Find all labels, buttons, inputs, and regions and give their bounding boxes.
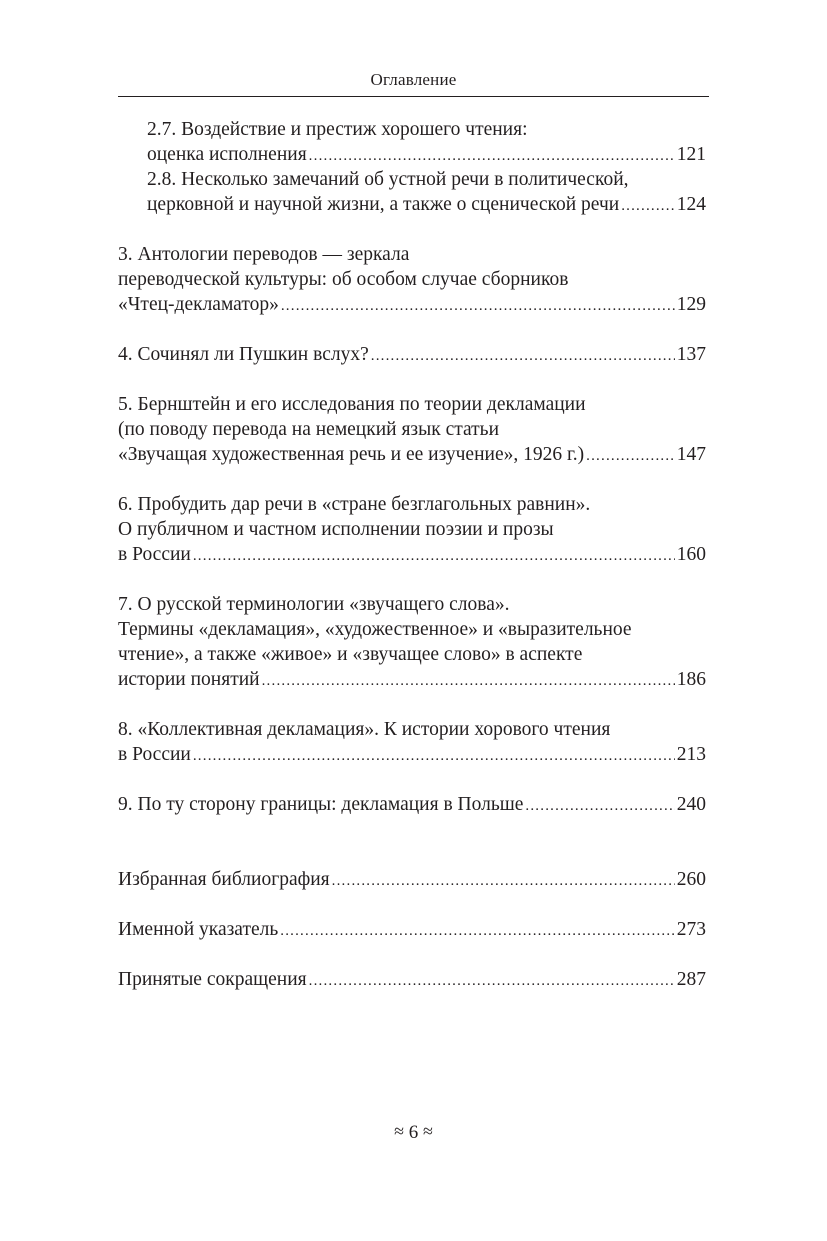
toc-entry-title: истории понятий [118, 669, 260, 690]
toc-entry-name-index[interactable] [118, 917, 706, 944]
wave-ornament-icon: ≈ [394, 1121, 404, 1141]
toc-page-number: 121 [676, 144, 706, 165]
toc-entry-8-line-1: 8. «Коллективная декламация». К истории хорового чтения [118, 719, 611, 740]
toc-entry-abbreviations[interactable] [118, 967, 706, 994]
toc-page-number: 273 [676, 919, 706, 940]
toc-entry-2-8-line-1: 2.8. Несколько замечаний об устной речи в политической, [147, 169, 629, 190]
toc-entry-6[interactable] [118, 542, 706, 569]
toc-entry-title: Избранная библиография [118, 869, 330, 890]
toc-entry-title: «Звучащая художественная речь и ее изучение», 1926 г.) [118, 444, 585, 465]
toc-page-number: 124 [676, 194, 706, 215]
toc-entry-4[interactable] [118, 342, 706, 369]
dot-leader [371, 344, 675, 369]
toc-entry-title: Принятые сокращения [118, 969, 307, 990]
toc-entry-7-line-3: чтение», а также «живое» и «звучащее слово» в аспекте [118, 644, 583, 665]
toc-page-number: 260 [676, 869, 706, 890]
toc-entry-title: «Чтец-декламатор» [118, 294, 279, 315]
dot-leader [309, 144, 675, 169]
toc-entry-title: Именной указатель [118, 919, 279, 940]
toc-entry-title: в России [118, 544, 191, 565]
toc-entry-3-line-1: 3. Антологии переводов — зеркала [118, 244, 410, 265]
toc-entry-7-line-2: Термины «декламация», «художественное» и «выразительное [118, 619, 632, 640]
header-rule [118, 96, 709, 97]
toc-entry-title: в России [118, 744, 191, 765]
dot-leader [332, 869, 675, 894]
toc-entry-title: оценка исполнения [147, 144, 307, 165]
toc-entry-2-7[interactable] [147, 142, 706, 169]
toc-entry-5[interactable] [118, 442, 706, 469]
toc-entry-bibliography[interactable] [118, 867, 706, 894]
toc-entry-title: 4. Сочинял ли Пушкин вслух? [118, 344, 369, 365]
dot-leader [262, 669, 675, 694]
toc-entry-3[interactable] [118, 292, 706, 319]
toc-entry-title: церковной и научной жизни, а также о сценической речи [147, 194, 620, 215]
running-title: Оглавление [370, 70, 457, 89]
toc-page-number: 147 [676, 444, 706, 465]
dot-leader [280, 919, 675, 944]
page-folio [0, 1122, 827, 1144]
wave-ornament-icon: ≈ [423, 1121, 433, 1141]
toc-entry-5-line-2: (по поводу перевода на немецкий язык статьи [118, 419, 500, 440]
dot-leader [525, 794, 674, 819]
toc-page-number: 186 [676, 669, 706, 690]
toc-entry-5-line-1: 5. Бернштейн и его исследования по теории декламации [118, 394, 586, 415]
toc-entry-2-7-line-1: 2.7. Воздействие и престиж хорошего чтения: [147, 119, 528, 140]
toc-entry-6-line-1: 6. Пробудить дар речи в «стране безглагольных равнин». [118, 494, 591, 515]
toc-entry-3-line-2: переводческой культуры: об особом случае сборников [118, 269, 569, 290]
toc-entry-6-line-2: О публичном и частном исполнении поэзии и прозы [118, 519, 554, 540]
toc-entry-8[interactable] [118, 742, 706, 769]
toc-entry-7-line-1: 7. О русской терминологии «звучащего слова». [118, 594, 510, 615]
dot-leader [309, 969, 675, 994]
dot-leader [193, 744, 675, 769]
toc-page-number: 137 [676, 344, 706, 365]
toc-entry-9[interactable] [118, 792, 706, 819]
toc-entry-2-8[interactable] [147, 192, 706, 219]
dot-leader [621, 194, 675, 219]
toc-page-number: 160 [676, 544, 706, 565]
dot-leader [193, 544, 675, 569]
toc-entry-7[interactable] [118, 667, 706, 694]
toc-page-number: 213 [676, 744, 706, 765]
toc-page-number: 129 [676, 294, 706, 315]
toc-page-number: 287 [676, 969, 706, 990]
dot-leader [281, 294, 675, 319]
toc-entry-title: 9. По ту сторону границы: декламация в Польше [118, 794, 524, 815]
page-number: 6 [408, 1122, 419, 1143]
dot-leader [586, 444, 675, 469]
toc-page-number: 240 [676, 794, 706, 815]
